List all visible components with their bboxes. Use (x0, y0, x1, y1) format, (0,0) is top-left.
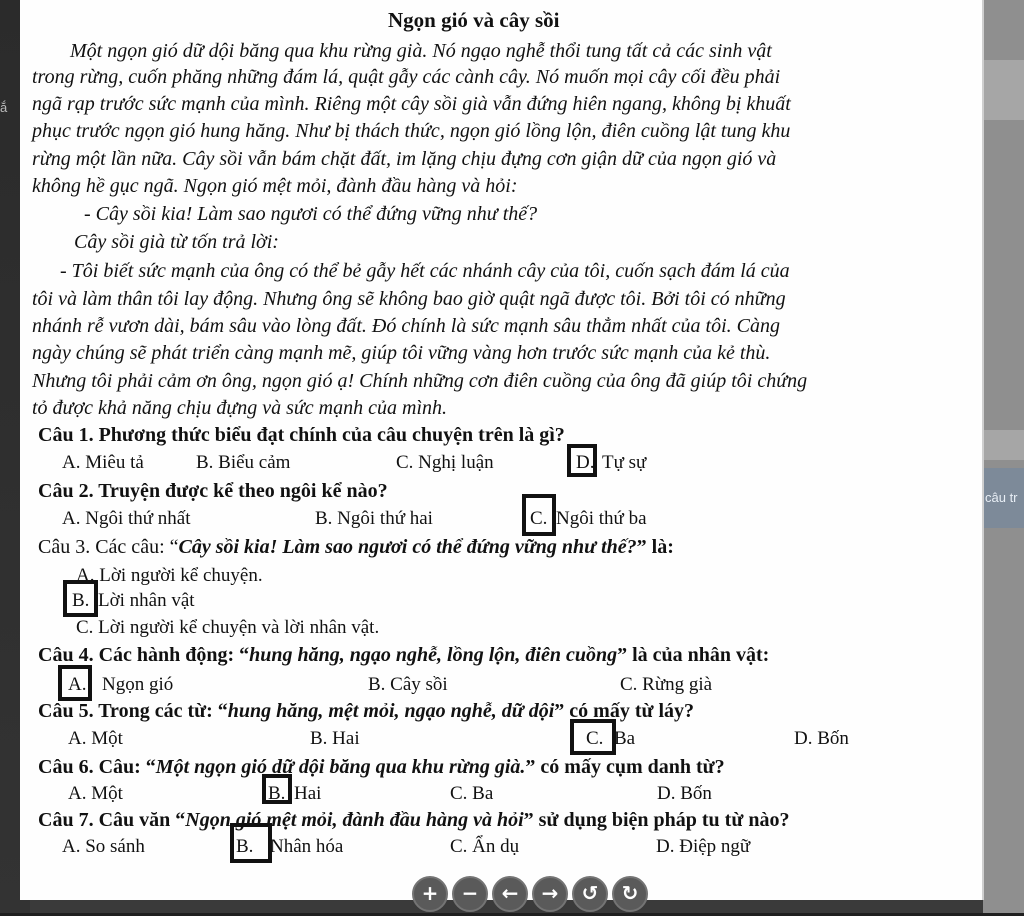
question-7 (38, 808, 789, 832)
q4-answer-box (58, 665, 92, 701)
question-7-quote: Ngọn gió mệt mỏi, đành đầu hàng và hỏi (185, 809, 524, 831)
question-5-quote: hung hăng, mệt mỏi, ngạo nghễ, dữ dội (227, 700, 555, 722)
question-2: Câu 2. Truyện được kể theo ngôi kể nào? (38, 480, 388, 502)
q2-option-b: B. Ngôi thứ hai (315, 508, 433, 529)
q7-option-b-text: Nhân hóa (270, 836, 344, 857)
q4-option-a-letter: A. (68, 674, 87, 695)
q6-option-c: C. Ba (450, 783, 494, 804)
question-4-suffix: ” là của nhân vật: (617, 644, 770, 666)
question-4 (38, 643, 769, 667)
document-title: Ngọn gió và cây sồi (388, 8, 560, 32)
question-5-prefix: Câu 5. Trong các từ: “ (38, 700, 228, 722)
q4-option-c: C. Rừng già (620, 674, 713, 695)
q3-option-a: A. Lời người kể chuyện. (76, 565, 263, 586)
q5-option-d: D. Bốn (794, 728, 849, 749)
paragraph-line: ngã rạp trước sức mạnh của mình. Riêng một cây sồi già vẫn đứng hiên ngang, không bị khuất (32, 93, 791, 115)
question-7-suffix: ” sử dụng biện pháp tu từ nào? (523, 809, 790, 831)
q5-option-a: A. Một (68, 728, 123, 749)
q4-option-a-text: Ngọn gió (102, 674, 174, 695)
paragraph-line: ngày chúng sẽ phát triển càng mạnh mẽ, giúp tôi vững vàng hơn trước sức mạnh của kẻ thù. (32, 342, 771, 364)
left-ghost-text: ắ (0, 100, 8, 115)
paragraph-line: - Tôi biết sức mạnh của ông có thể bẻ gẫy hết các nhánh cây của tôi, cuốn sạch đám lá của (60, 260, 790, 282)
q3-option-c: C. Lời người kể chuyện và lời nhân vật. (76, 617, 380, 638)
q1-option-d-text: Tự sự (602, 452, 647, 473)
paragraph-line: không hề gục ngã. Ngọn gió mệt mỏi, đành đầu hàng và hỏi: (32, 175, 518, 197)
rotate-left-button[interactable]: ↺ (572, 876, 608, 912)
right-band (983, 60, 1024, 120)
q2-option-a: A. Ngôi thứ nhất (62, 508, 191, 529)
paragraph-line: Cây sồi già từ tốn trả lời: (74, 231, 279, 253)
question-7-prefix: Câu 7. Câu văn “ (38, 809, 186, 831)
q7-option-c: C. Ẩn dụ (450, 836, 520, 857)
rotate-right-button[interactable]: ↻ (612, 876, 648, 912)
q7-option-a: A. So sánh (62, 836, 145, 857)
paragraph-line: tỏ được khả năng chịu đựng và sức mạnh của mình. (32, 397, 447, 419)
q3-option-b-letter: B. (72, 590, 90, 611)
q5-option-c-text: Ba (614, 728, 636, 749)
q6-option-b-text: Hai (294, 783, 322, 804)
q6-option-d: D. Bốn (657, 783, 712, 804)
question-6-quote: Một ngọn gió dữ dội băng qua khu rừng già. (155, 756, 526, 778)
q7-answer-box (230, 823, 272, 863)
question-6 (38, 755, 725, 779)
right-background-strip (983, 0, 1024, 913)
q6-option-b-letter: B. (268, 783, 286, 804)
paragraph-line: nhánh rễ vươn dài, bám sâu vào lòng đất. Đó chính là sức mạnh sâu thẳm nhất của tôi. Càng (32, 315, 781, 337)
question-5-suffix: ” có mấy từ láy? (554, 700, 695, 722)
image-viewer-document (20, 0, 984, 900)
question-3-suffix: ” là: (636, 536, 674, 558)
viewer-toolbar (412, 876, 648, 916)
paragraph-line: Nhưng tôi phải cảm ơn ông, ngọn gió ạ! Chính những cơn điên cuồng của ông đã giúp tôi chứng (32, 370, 808, 392)
question-6-prefix: Câu 6. Câu: “ (38, 756, 156, 778)
q1-option-a: A. Miêu tả (62, 452, 144, 473)
q4-option-b: B. Cây sồi (368, 674, 448, 695)
q1-option-c: C. Nghị luận (396, 452, 494, 473)
q2-option-c-letter: C. (530, 508, 548, 529)
q2-answer-box (522, 494, 556, 536)
q5-option-b: B. Hai (310, 728, 360, 749)
question-3 (38, 535, 674, 559)
question-6-suffix: ” có mấy cụm danh từ? (525, 756, 725, 778)
question-3-prefix: Câu 3. Các câu: “ (38, 536, 179, 558)
next-button[interactable]: → (532, 876, 568, 912)
q6-answer-box (262, 774, 292, 804)
background-answer-chip: câu tr (983, 468, 1024, 528)
q7-option-b-letter: B. (236, 836, 254, 857)
previous-button[interactable]: ← (492, 876, 528, 912)
q6-option-a: A. Một (68, 783, 123, 804)
question-1: Câu 1. Phương thức biểu đạt chính của câu chuyện trên là gì? (38, 424, 565, 446)
q5-answer-box (570, 719, 616, 755)
q1-answer-box (567, 444, 597, 477)
paragraph-line: rừng một lần nữa. Cây sồi vẫn bám chặt đất, im lặng chịu đựng cơn giận dữ của ngọn gió và (32, 148, 777, 170)
zoom-out-button[interactable]: − (452, 876, 488, 912)
paragraph-line: phục trước ngọn gió hung hăng. Như bị thách thức, ngọn gió lồng lộn, điên cuồng lật tung khu (32, 120, 791, 142)
q1-option-b: B. Biểu cảm (196, 452, 291, 473)
q2-option-c-text: Ngôi thứ ba (556, 508, 647, 529)
q1-option-d-letter: D. (576, 452, 595, 473)
paragraph-line: tôi và làm thân tôi lay động. Nhưng ông sẽ không bao giờ quật ngã được tôi. Bởi tôi có những (32, 288, 786, 310)
q3-option-b-text: Lời nhân vật (98, 590, 195, 611)
question-3-quote: Cây sồi kia! Làm sao ngươi có thể đứng vững như thế? (178, 536, 637, 558)
q3-answer-box (63, 580, 98, 617)
question-4-quote: hung hăng, ngạo nghễ, lồng lộn, điên cuồng (249, 644, 618, 666)
q7-option-d: D. Điệp ngữ (656, 836, 751, 857)
paragraph-line: trong rừng, cuốn phăng những đám lá, quật gẫy các cành cây. Nó muốn mọi cây cối đều phải (32, 66, 781, 88)
zoom-in-button[interactable]: + (412, 876, 448, 912)
right-band (983, 430, 1024, 460)
paragraph-line: Một ngọn gió dữ dội băng qua khu rừng già. Nó ngạo nghễ thổi tung tất cả các sinh vật (70, 40, 772, 62)
paragraph-line: - Cây sồi kia! Làm sao ngươi có thể đứng vững như thế? (84, 203, 538, 225)
q5-option-c-letter: C. (586, 728, 604, 749)
question-4-prefix: Câu 4. Các hành động: “ (38, 644, 250, 666)
